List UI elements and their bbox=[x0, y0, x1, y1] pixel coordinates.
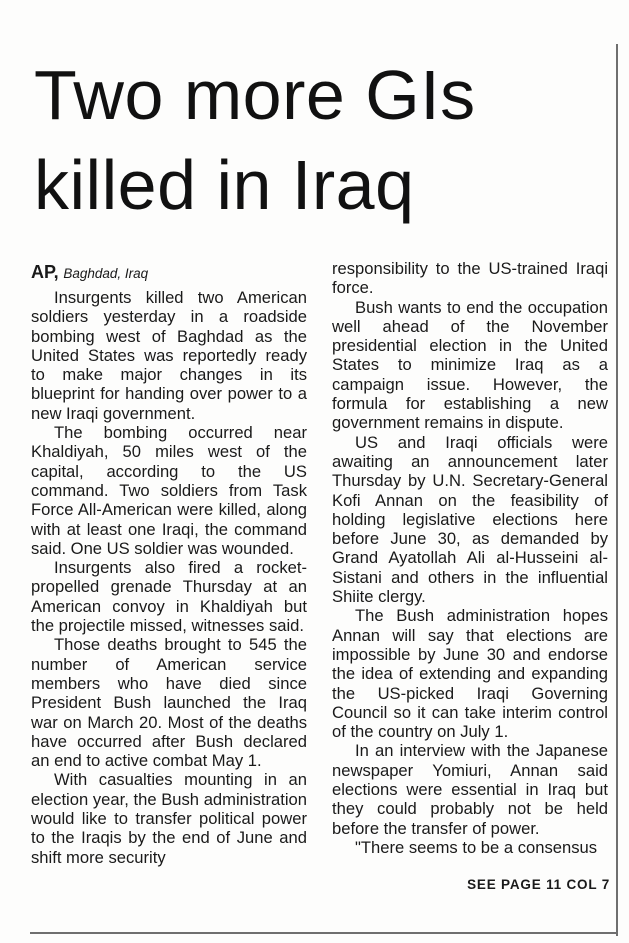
headline-line-2: killed in Iraq bbox=[34, 146, 415, 224]
paragraph: Insurgents killed two American soldiers yesterday in a roadside bombing west of Baghdad as the United States was reportedly ready to make major changes in its blueprint for handing over power to a new Iraqi government. bbox=[31, 288, 307, 423]
paragraph: The bombing occurred near Khaldiyah, 50 miles west of the capital, according to the US command. Two soldiers from Task Force All-American were killed, along with at least one Iraqi, the command said. One US soldier was wounded. bbox=[31, 423, 307, 558]
paragraph: Those deaths brought to 545 the number of American service members who have died since President Bush launched the Iraq war on March 20. Most of the deaths have occurred after Bush declared an end to active combat May 1. bbox=[31, 635, 307, 771]
paragraph: Bush wants to end the occupation well ahead of the November presidential election in the United States to minimize Iraq as a campaign issue. However, the formula for establishing a new government remains in dispute. bbox=[332, 297, 608, 433]
headline bbox=[34, 50, 614, 230]
article-column-right bbox=[332, 259, 608, 857]
paragraph: The Bush administration hopes Annan will say that elections are impossible by June 30 and endorse the idea of extending and expanding the US-picked Iraqi Governing Council so it can take interim control of the country on July 1. bbox=[332, 606, 608, 742]
column-rule-right bbox=[616, 44, 618, 936]
dateline-location: Baghdad, Iraq bbox=[63, 266, 149, 281]
paragraph: US and Iraqi officials were awaiting an announcement later Thursday by U.N. Secretary-General Kofi Annan on the feasibility of holding legislative elections here before June 30, as demanded by Grand Ayatollah Ali al-Husseini al-Sistani and others in the influential Shiite clergy. bbox=[332, 432, 608, 607]
paragraph: With casualties mounting in an election year, the Bush administration would like to transfer political power to the Iraqis by the end of June and shift more security bbox=[31, 770, 307, 867]
dateline bbox=[31, 259, 307, 285]
paragraph: "There seems to be a consensus bbox=[355, 837, 598, 857]
byline: AP, bbox=[31, 262, 59, 282]
article-column-left bbox=[31, 259, 307, 867]
jump-line: SEE PAGE 11 COL 7 bbox=[467, 877, 610, 892]
headline-line-1: Two more GIs bbox=[34, 56, 476, 134]
paragraph: Insurgents also fired a rocket-propelled grenade Thursday at an American convoy in Khaldiyah but the projectile missed, witnesses said. bbox=[31, 558, 307, 636]
paragraph: In an interview with the Japanese newspaper Yomiuri, Annan said elections were essential in Iraq but they could probably not be held before the transfer of power. bbox=[332, 741, 608, 838]
paragraph-continuation: responsibility to the US-trained Iraqi force. bbox=[332, 259, 608, 298]
bottom-rule bbox=[30, 932, 618, 934]
